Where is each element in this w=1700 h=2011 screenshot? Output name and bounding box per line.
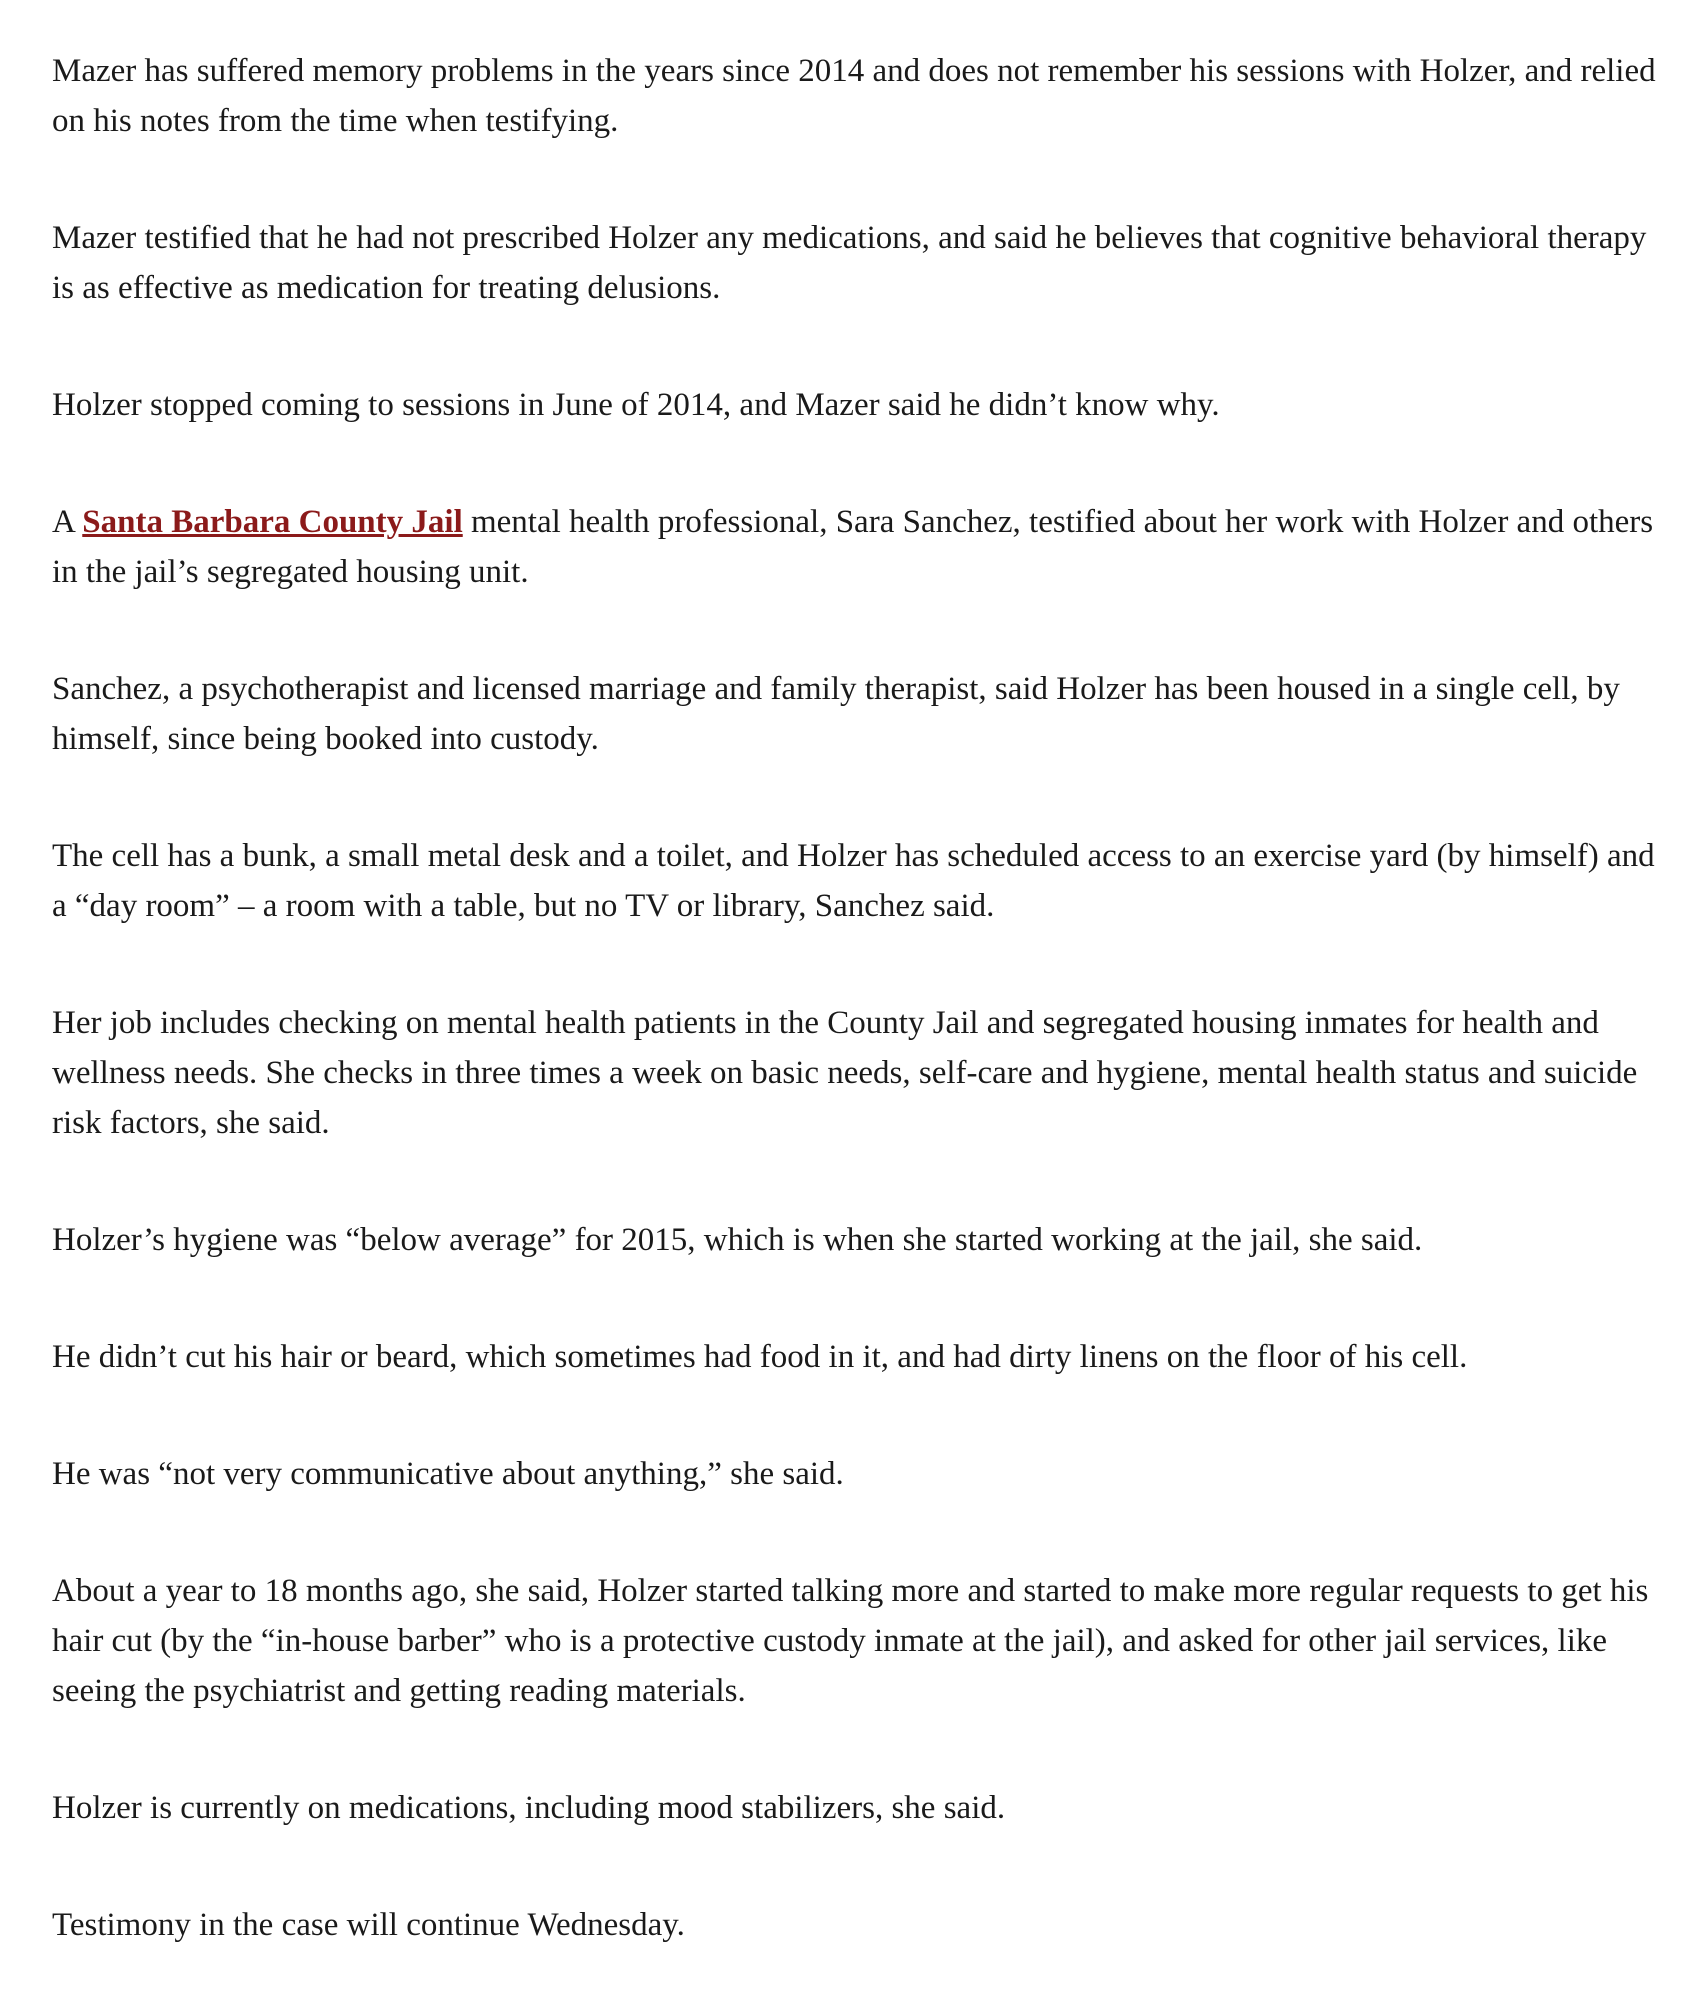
- paragraph-hair-beard: He didn’t cut his hair or beard, which sometimes had food in it, and had dirty linens on the floor of his cell.: [52, 1339, 1468, 1375]
- paragraph-stopped-sessions: Holzer stopped coming to sessions in June of 2014, and Mazer said he didn’t know why.: [52, 387, 1220, 423]
- paragraph-hygiene: Holzer’s hygiene was “below average” for 2015, which is when she started working at the jail, she said.: [52, 1222, 1423, 1258]
- article-body: [52, 46, 1672, 1950]
- paragraph-talking-more: About a year to 18 months ago, she said, Holzer started talking more and started to make more regular requests to get his hair cut (by the “in-house barber” who is a protective custody inmate at the jail), and asked for other jail services, like seeing the psychiatrist and getting reading materials.: [52, 1573, 1649, 1709]
- paragraph-testimony-continues: Testimony in the case will continue Wednesday.: [52, 1907, 685, 1943]
- paragraph-prefix: A: [52, 504, 83, 540]
- paragraph-current-medications: Holzer is currently on medications, including mood stabilizers, she said.: [52, 1790, 1006, 1826]
- paragraph-suffix: mental health professional, Sara Sanchez, testified about her work with Holzer and others in the jail’s segregated housing unit.: [52, 504, 1654, 590]
- paragraph-not-communicative: He was “not very communicative about anything,” she said.: [52, 1456, 844, 1492]
- santa-barbara-county-jail-link[interactable]: Santa Barbara County Jail: [82, 504, 463, 540]
- paragraph-cell-description: The cell has a bunk, a small metal desk and a toilet, and Holzer has scheduled access to an exercise yard (by himself) and a “day room” – a room with a table, but no TV or library, Sanchez said.: [52, 838, 1655, 924]
- paragraph-job-description: Her job includes checking on mental health patients in the County Jail and segregated housing inmates for health and wellness needs. She checks in three times a week on basic needs, self-care and hygiene, mental health status and suicide risk factors, she said.: [52, 1005, 1638, 1141]
- paragraph-jail-professional: [52, 497, 1672, 597]
- paragraph-single-cell: Sanchez, a psychotherapist and licensed marriage and family therapist, said Holzer has been housed in a single cell, by himself, since being booked into custody.: [52, 671, 1620, 757]
- paragraph-memory-problems: Mazer has suffered memory problems in the years since 2014 and does not remember his sessions with Holzer, and relied on his notes from the time when testifying.: [52, 53, 1656, 139]
- paragraph-no-medications: Mazer testified that he had not prescribed Holzer any medications, and said he believes that cognitive behavioral therapy is as effective as medication for treating delusions.: [52, 220, 1647, 306]
